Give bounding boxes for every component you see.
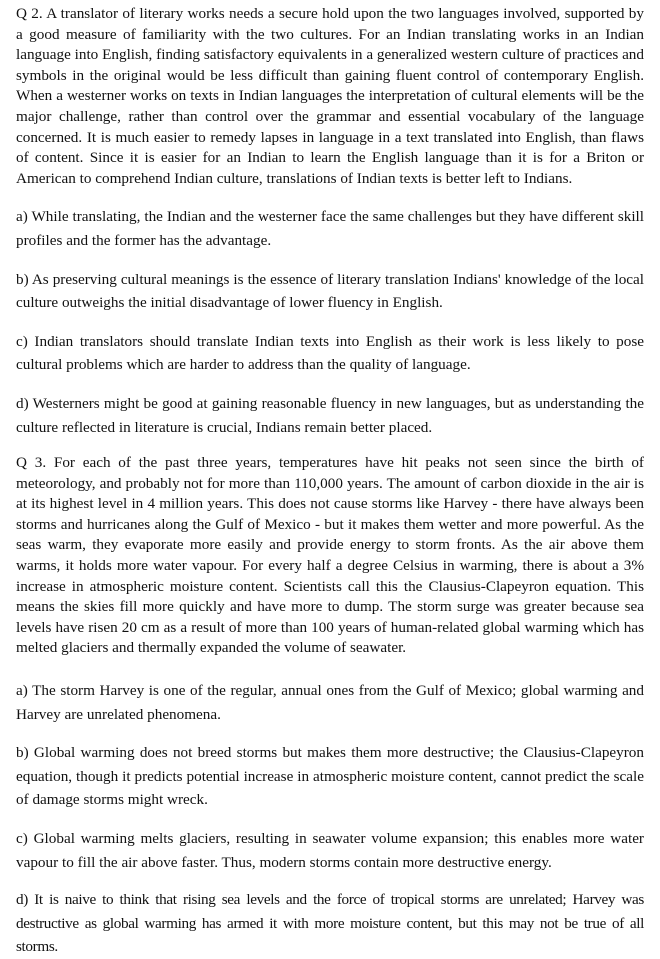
question-2-option-b: b) As preserving cultural meanings is the essence of literary translation Indians' knowledge of the local culture outweighs the initial disadvantage of lower fluency in English. <box>16 270 644 312</box>
question-3-option-b: b) Global warming does not breed storms but makes them more destructive; the Clausius-Clapeyron equation, though it predicts potential increase in atmospheric moisture content, cannot predict the scale of damage storms might wreck. <box>16 744 644 809</box>
question-2-option-a: a) While translating, the Indian and the westerner face the same challenges but they have different skill profiles and the former has the advantage. <box>16 208 644 249</box>
question-2-option-d: d) Westerners might be good at gaining reasonable fluency in new languages, but as understanding the culture reflected in literature is crucial, Indians remain better placed. <box>16 394 644 436</box>
document-page <box>16 4 644 959</box>
question-2-option-c: c) Indian translators should translate Indian texts into English as their work is less likely to pose cultural problems which are harder to address than the quality of language. <box>16 332 644 374</box>
question-3-passage: Q 3. For each of the past three years, temperatures have hit peaks not seen since the birth of meteorology, and probably not for more than 110,000 years. The amount of carbon dioxide in the air is at its highest level in 4 million years. This does not cause storms like Harvey - there have always been storms and hurricanes along the Gulf of Mexico - but it makes them wetter and more powerful. As the seas warm, they evaporate more easily and provide energy to storm fronts. As the air above them warms, it holds more water vapour. For every half a degree Celsius in warming, there is about a 3% increase in atmospheric moisture content. Scientists call this the Clausius-Clapeyron equation. This means the skies fill more quickly and have more to dump. The storm surge was greater because sea levels have risen 20 cm as a result of more than 100 years of human-related global warming which has melted glaciers and thermally expanded the volume of seawater. <box>16 454 644 657</box>
question-3-option-a: a) The storm Harvey is one of the regular, annual ones from the Gulf of Mexico; global warming and Harvey are unrelated phenomena. <box>16 682 644 723</box>
question-3-option-d: d) It is naive to think that rising sea levels and the force of tropical storms are unrelated; Harvey was destructive as global warming has armed it with more moisture content, but this may not be true of all storms. <box>16 891 644 956</box>
question-2-passage: Q 2. A translator of literary works needs a secure hold upon the two languages involved, supported by a good measure of familiarity with the two cultures. For an Indian translating works in an Indian language into English, finding satisfactory equivalents in a generalized western culture of practices and symbols in the original would be less difficult than gaining fluent control of contemporary English. When a westerner works on texts in Indian languages the interpretation of cultural elements will be the major challenge, rather than control over the grammar and essential vocabulary of the language concerned. It is much easier to remedy lapses in language in a text translated into English, than flaws of content. Since it is easier for an Indian to learn the English language than it is for a Briton or American to comprehend Indian culture, translations of Indian texts is better left to Indians. <box>16 5 644 187</box>
question-3-option-c: c) Global warming melts glaciers, resulting in seawater volume expansion; this enables more water vapour to fill the air above faster. Thus, modern storms contain more destructive energy. <box>16 830 644 871</box>
